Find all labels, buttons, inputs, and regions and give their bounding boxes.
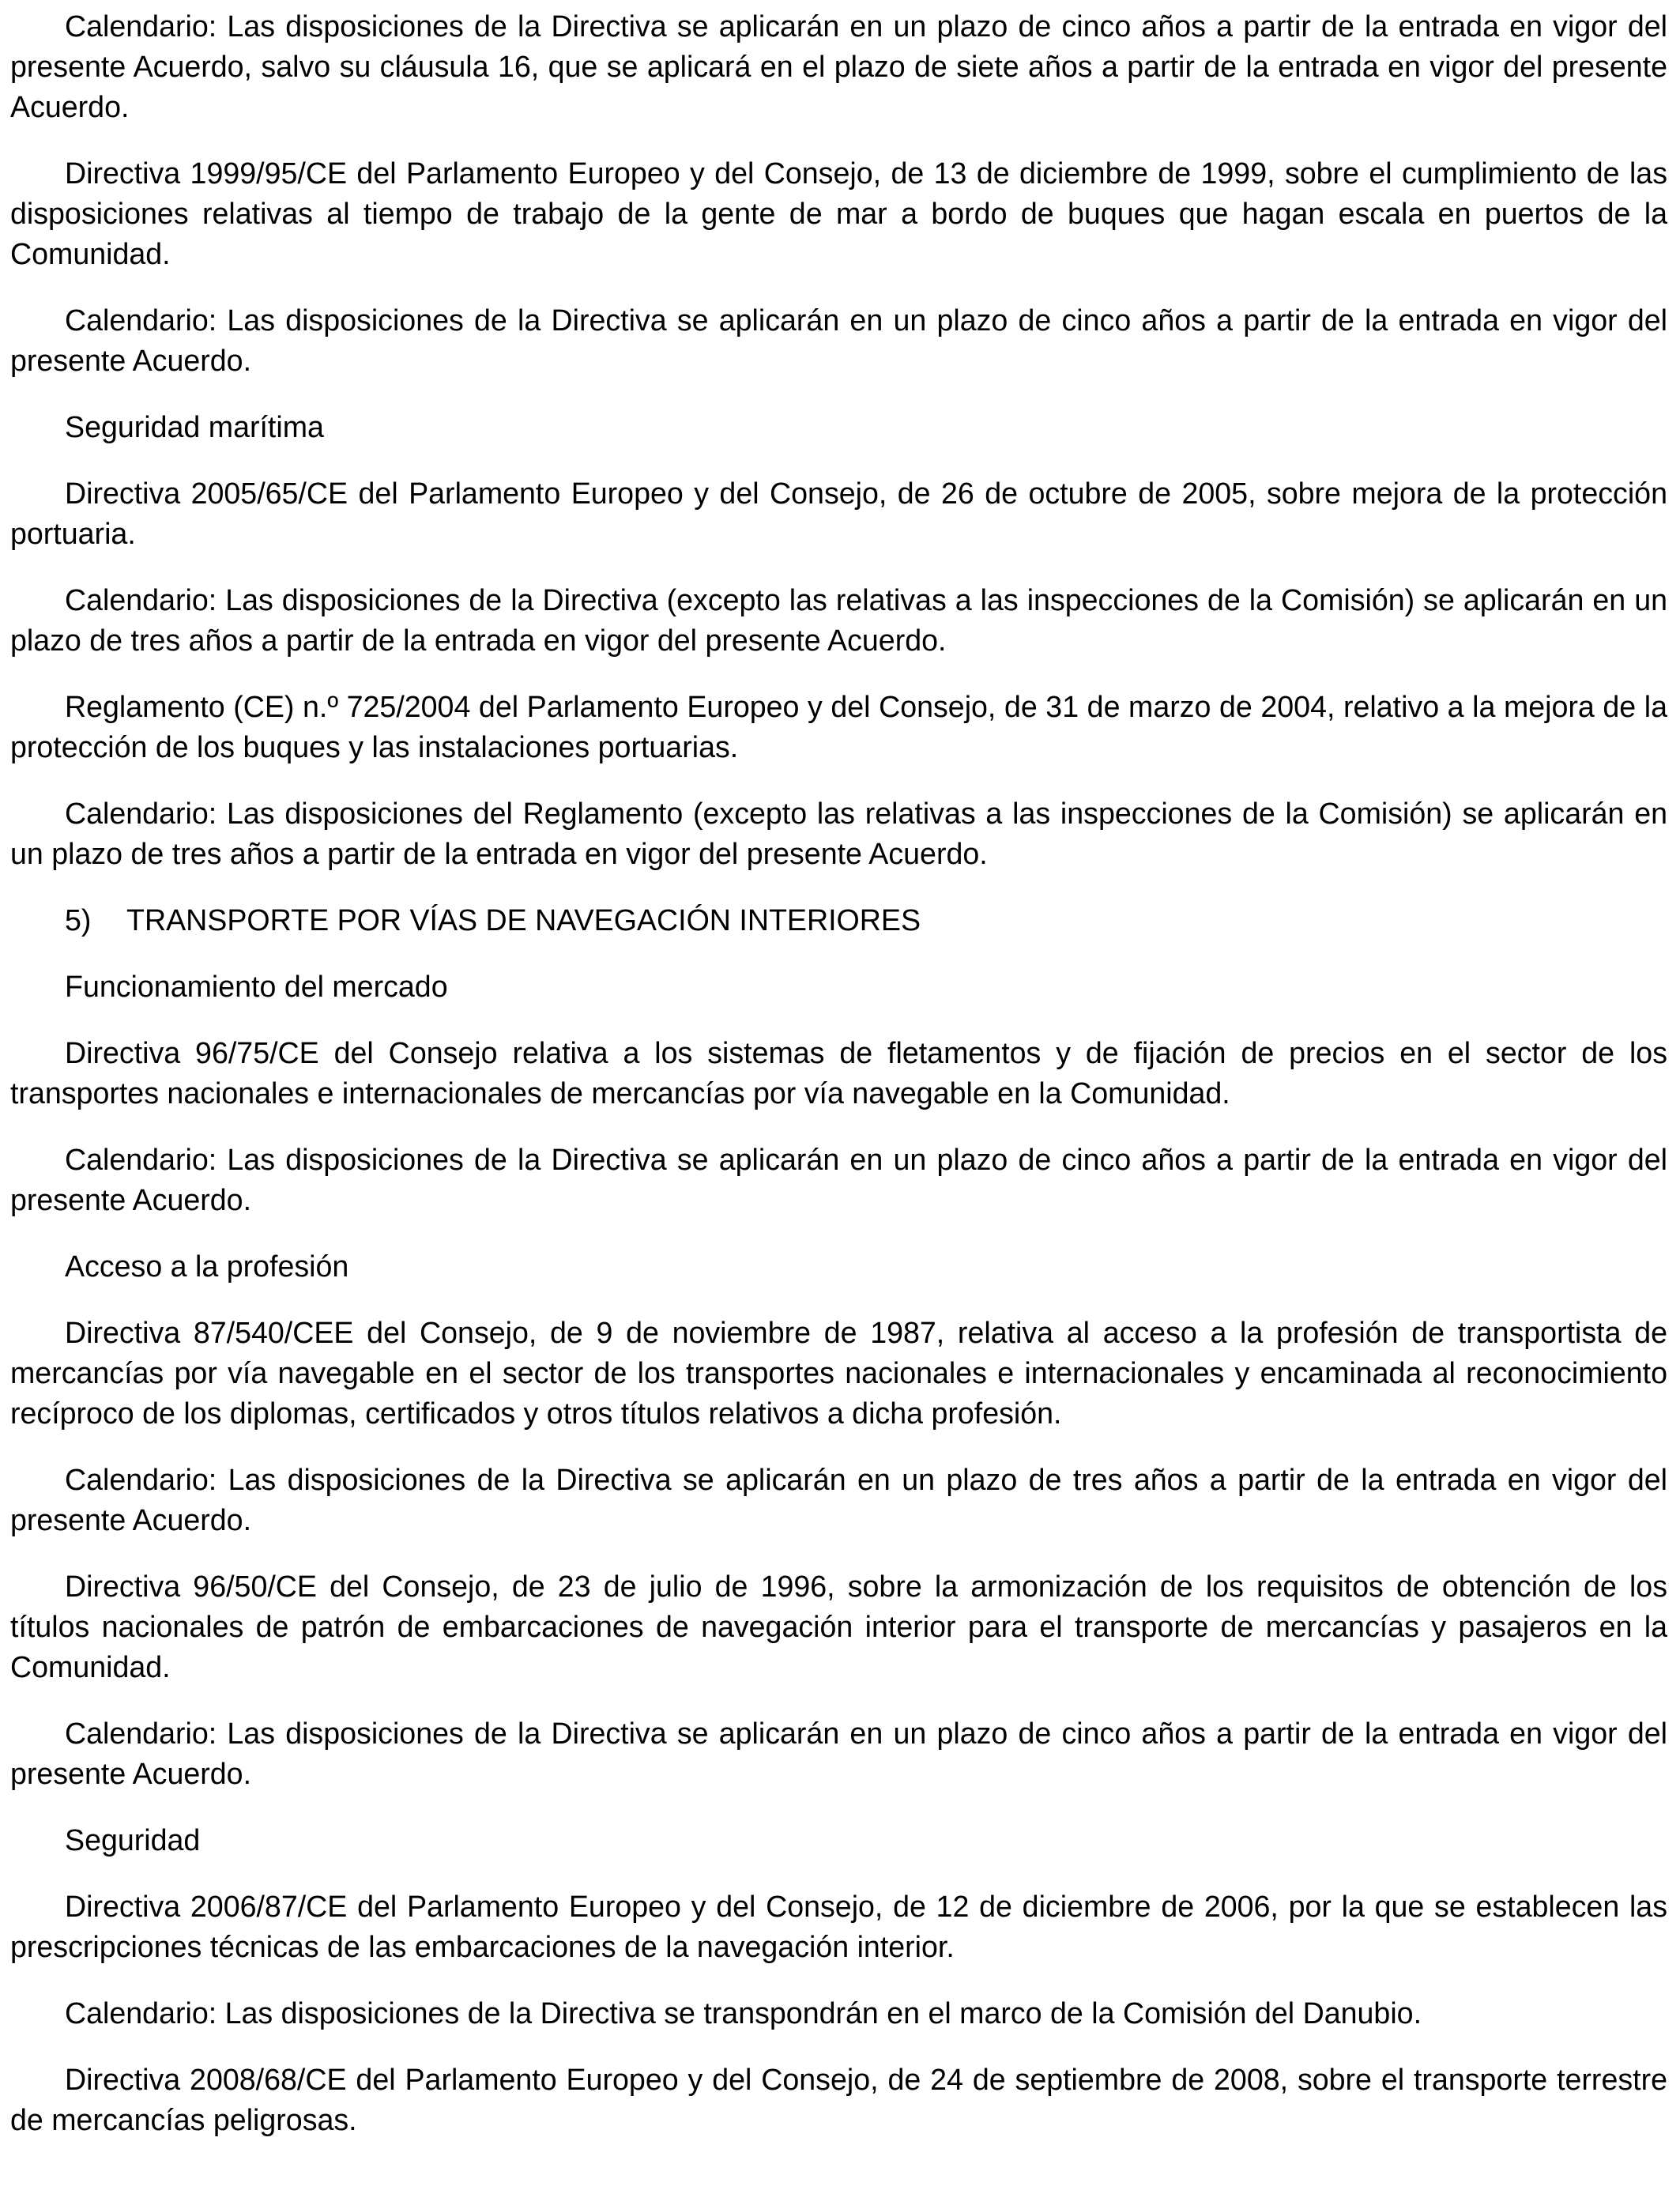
calendar-paragraph: Calendario: Las disposiciones de la Directiva se aplicarán en un plazo de cinco años a partir de la entrada en vigor del presente Acuerdo.: [10, 1143, 1667, 1216]
calendar-paragraph: Calendario: Las disposiciones de la Directiva (excepto las relativas a las inspecciones de la Comisión) se aplicarán en un plazo de tres años a partir de la entrada en vigor del presente Acuerdo.: [10, 583, 1667, 657]
calendar-paragraph: Calendario: Las disposiciones de la Directiva se transpondrán en el marco de la Comisión del Danubio.: [65, 1996, 1422, 2030]
directive-paragraph: Directiva 96/50/CE del Consejo, de 23 de julio de 1996, sobre la armonización de los requisitos de obtención de los títulos nacionales de patrón de embarcaciones de navegación interior para el transporte de mercancías y pasajeros en la Comunidad.: [10, 1570, 1667, 1683]
subheading-acceso-profesion: Acceso a la profesión: [65, 1250, 349, 1283]
subheading-seguridad: Seguridad: [65, 1823, 201, 1857]
regulation-paragraph: Reglamento (CE) n.º 725/2004 del Parlamento Europeo y del Consejo, de 31 de marzo de 2004, relativo a la mejora de la protección de los buques y las instalaciones portuarias.: [10, 690, 1667, 763]
directive-paragraph: Directiva 2006/87/CE del Parlamento Europeo y del Consejo, de 12 de diciembre de 2006, por la que se establecen las prescripciones técnicas de las embarcaciones de la navegación interior.: [10, 1890, 1667, 1963]
directive-paragraph: Directiva 87/540/CEE del Consejo, de 9 de noviembre de 1987, relativa al acceso a la profesión de transportista de mercancías por vía navegable en el sector de los transportes nacionales e internacionales y encaminada al reconocimiento recíproco de los diplomas, certificados y otros títulos relativos a dicha profesión.: [10, 1316, 1667, 1430]
document-page: [10, 6, 1667, 2166]
calendar-paragraph: Calendario: Las disposiciones de la Directiva se aplicarán en un plazo de cinco años a partir de la entrada en vigor del presente Acuerdo, salvo su cláusula 16, que se aplicará en el plazo de siete años a partir de la entrada en vigor del presente Acuerdo.: [10, 9, 1667, 123]
section-title: TRANSPORTE POR VÍAS DE NAVEGACIÓN INTERIORES: [126, 903, 921, 937]
calendar-paragraph: Calendario: Las disposiciones del Reglamento (excepto las relativas a las inspecciones de la Comisión) se aplicarán en un plazo de tres años a partir de la entrada en vigor del presente Acuerdo.: [10, 797, 1667, 870]
section-number: 5): [65, 903, 92, 937]
directive-paragraph: Directiva 1999/95/CE del Parlamento Europeo y del Consejo, de 13 de diciembre de 1999, sobre el cumplimiento de las disposiciones relativas al tiempo de trabajo de la gente de mar a bordo de buques que hagan escala en puertos de la Comunidad.: [10, 156, 1667, 270]
calendar-paragraph: Calendario: Las disposiciones de la Directiva se aplicarán en un plazo de cinco años a partir de la entrada en vigor del presente Acuerdo.: [10, 1717, 1667, 1790]
directive-paragraph: Directiva 96/75/CE del Consejo relativa a los sistemas de fletamentos y de fijación de precios en el sector de los transportes nacionales e internacionales de mercancías por vía navegable en la Comunidad.: [10, 1036, 1667, 1110]
directive-paragraph: Directiva 2008/68/CE del Parlamento Europeo y del Consejo, de 24 de septiembre de 2008, sobre el transporte terrestre de mercancías peligrosas.: [10, 2063, 1667, 2136]
subheading-seguridad-maritima: Seguridad marítima: [65, 410, 324, 443]
calendar-paragraph: Calendario: Las disposiciones de la Directiva se aplicarán en un plazo de cinco años a partir de la entrada en vigor del presente Acuerdo.: [10, 303, 1667, 377]
section-heading: [10, 900, 1667, 941]
subheading-funcionamiento-mercado: Funcionamiento del mercado: [65, 970, 448, 1003]
directive-paragraph: Directiva 2005/65/CE del Parlamento Europeo y del Consejo, de 26 de octubre de 2005, sobre mejora de la protección portuaria.: [10, 477, 1667, 550]
calendar-paragraph: Calendario: Las disposiciones de la Directiva se aplicarán en un plazo de tres años a partir de la entrada en vigor del presente Acuerdo.: [10, 1463, 1667, 1536]
